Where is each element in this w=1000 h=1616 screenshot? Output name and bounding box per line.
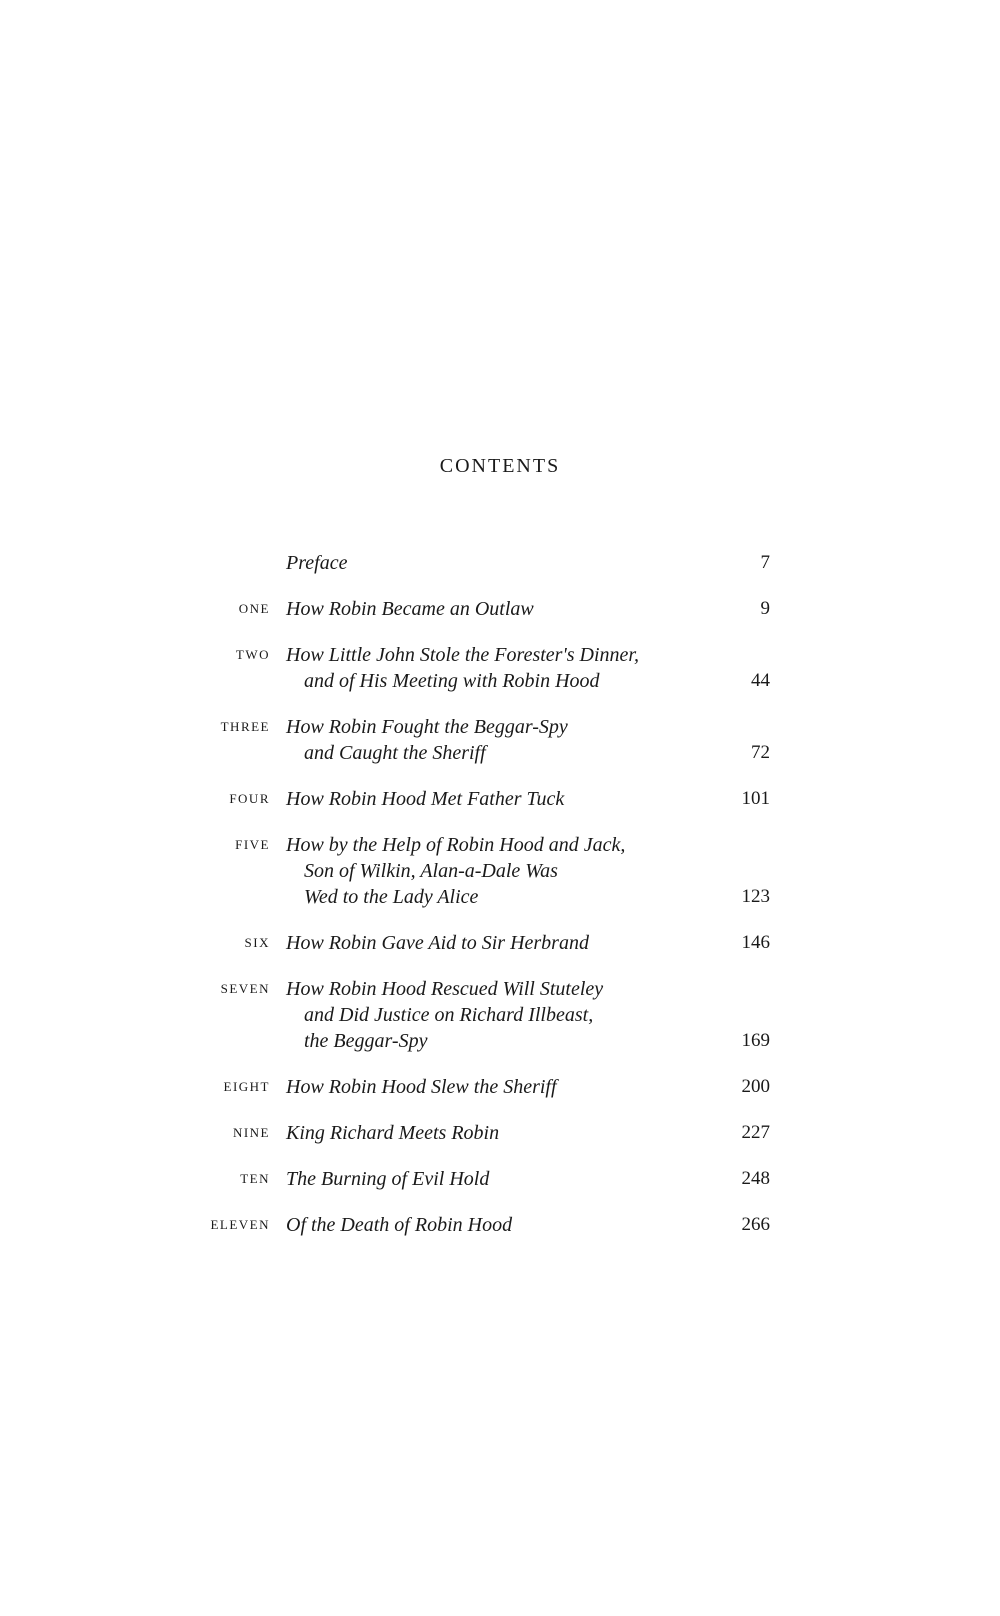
chapter-title [286,1166,690,1192]
chapter-label [180,550,286,555]
chapter-title-line: King Richard Meets Robin [286,1122,500,1144]
chapter-label: ONE [238,601,270,616]
chapter-label: EIGHT [223,1079,270,1094]
chapter-title [286,786,690,812]
chapter-label: SEVEN [220,981,270,996]
chapter-title [286,642,690,694]
chapter-title-line: and Did Justice on Richard Illbeast, [304,1004,594,1026]
chapter-title-line: How Robin Became an Outlaw [286,598,534,620]
chapter-title-line: and of His Meeting with Robin Hood [304,670,600,692]
chapter-title [286,1120,690,1146]
chapter-title [286,550,690,576]
chapter-label: TEN [240,1171,270,1186]
chapter-title [286,1212,690,1238]
chapter-label: FOUR [229,791,270,806]
chapter-title [286,714,690,766]
page-number: 248 [741,1168,770,1189]
toc-entry [180,596,770,622]
page-number: 169 [741,1030,770,1051]
chapter-title-line: How Robin Fought the Beggar-Spy [286,716,568,738]
table-of-contents [180,550,770,1258]
chapter-title-line: Preface [286,552,348,574]
chapter-label: TWO [235,647,270,662]
chapter-title-line: the Beggar-Spy [304,1030,428,1052]
page-number: 7 [760,552,770,573]
toc-entry [180,930,770,956]
chapter-label: THREE [220,719,270,734]
toc-entry [180,832,770,910]
toc-entry [180,642,770,694]
chapter-title-line: How Robin Hood Met Father Tuck [286,788,565,810]
page-number: 44 [751,670,770,691]
toc-entry [180,550,770,576]
chapter-title-line: How by the Help of Robin Hood and Jack, [286,834,626,856]
chapter-title-line: How Robin Hood Rescued Will Stuteley [286,978,604,1000]
chapter-title [286,976,690,1054]
chapter-label: FIVE [235,837,270,852]
chapter-title-line: Wed to the Lady Alice [304,886,479,908]
page-title: CONTENTS [439,455,561,477]
page-number: 72 [751,742,770,763]
chapter-title [286,1074,690,1100]
toc-entry [180,1074,770,1100]
chapter-title-line: Of the Death of Robin Hood [286,1214,513,1236]
chapter-title-line: The Burning of Evil Hold [286,1168,490,1190]
page-number: 123 [741,886,770,907]
toc-entry [180,786,770,812]
toc-entry [180,714,770,766]
page-number: 146 [741,932,770,953]
page-number: 227 [741,1122,770,1143]
toc-entry [180,1212,770,1238]
toc-entry [180,976,770,1054]
chapter-title-line: Son of Wilkin, Alan-a-Dale Was [304,860,558,882]
toc-entry [180,1120,770,1146]
page-number: 266 [741,1214,770,1235]
chapter-label: SIX [244,935,270,950]
chapter-title [286,832,690,910]
chapter-label: NINE [232,1125,270,1140]
chapter-label: ELEVEN [210,1217,270,1232]
chapter-title [286,930,690,956]
chapter-title [286,596,690,622]
page-number: 101 [741,788,770,809]
chapter-title-line: and Caught the Sheriff [304,742,486,764]
chapter-title-line: How Robin Hood Slew the Sheriff [286,1076,557,1098]
toc-entry [180,1166,770,1192]
chapter-title-line: How Little John Stole the Forester's Dinner, [286,644,639,666]
page-number: 9 [760,598,770,619]
page-number: 200 [741,1076,770,1097]
chapter-title-line: How Robin Gave Aid to Sir Herbrand [286,932,589,954]
